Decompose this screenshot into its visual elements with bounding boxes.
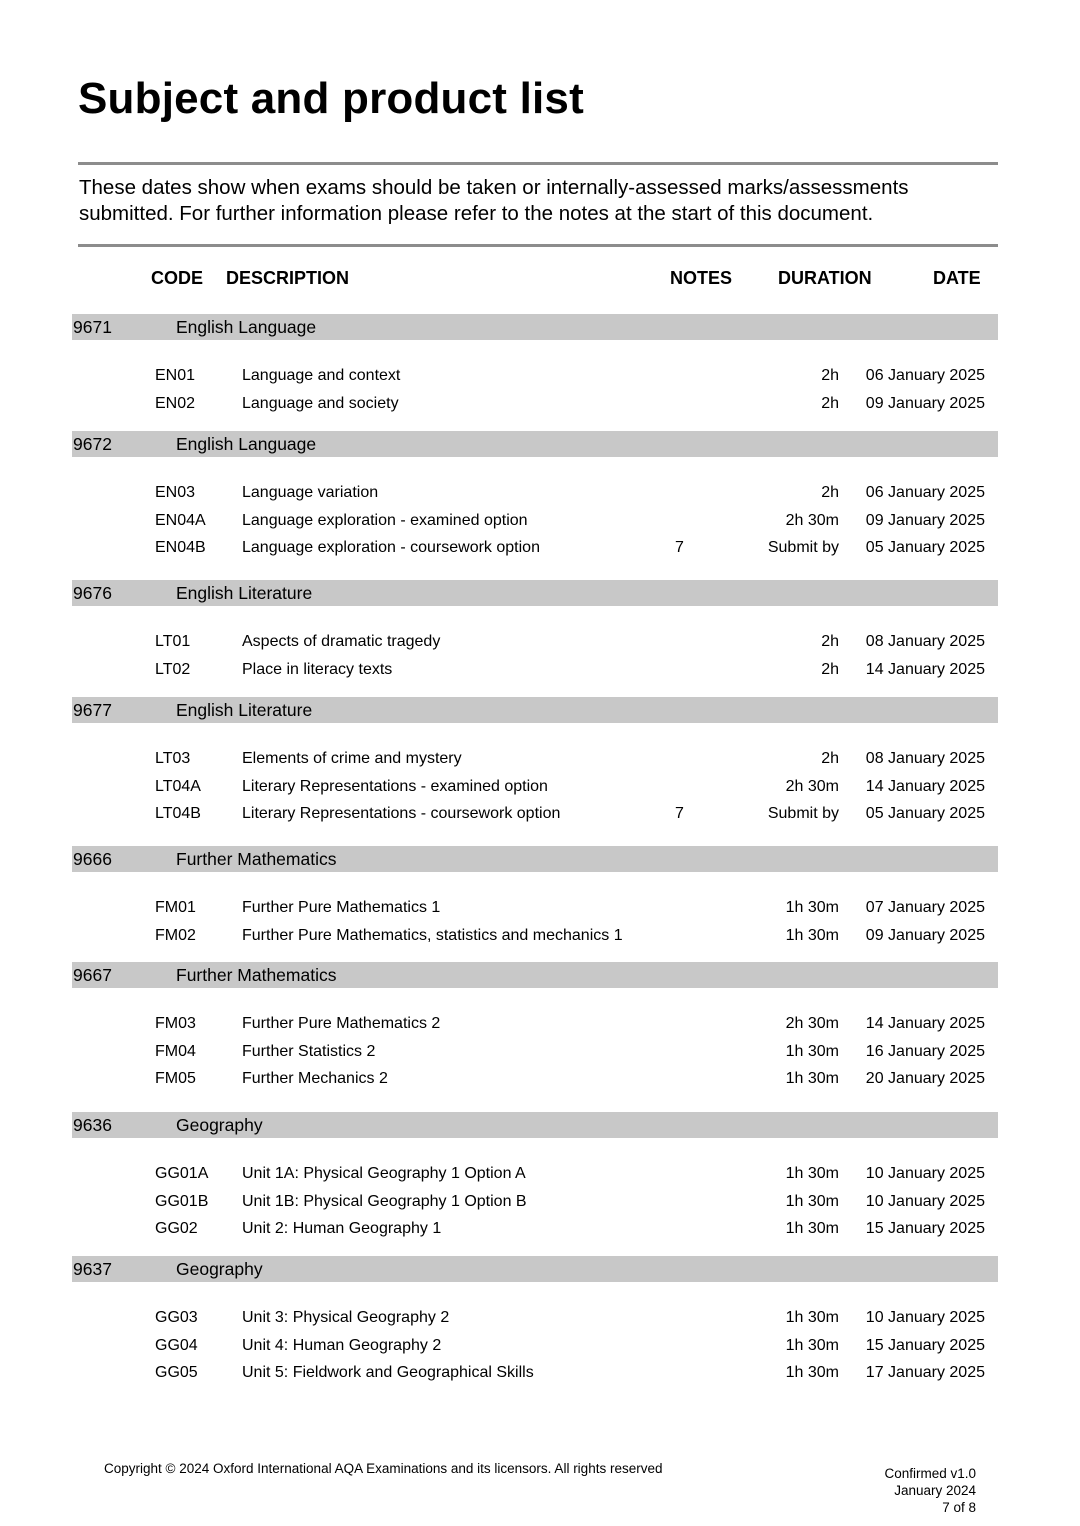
intro-text [79, 175, 999, 227]
table-row [0, 1364, 1080, 1386]
subject-name: Geography [176, 1115, 263, 1135]
subject-group-header [72, 697, 998, 723]
subject-name: Geography [176, 1259, 263, 1279]
subject-group-header [72, 580, 998, 606]
table-row [0, 512, 1080, 534]
subject-code: 9677 [73, 700, 112, 720]
component-description: Language exploration - examined option [242, 511, 528, 529]
component-description: Language variation [242, 484, 379, 501]
component-description: Unit 1B: Physical Geography 1 Option B [242, 1192, 527, 1210]
component-code: EN04A [155, 511, 206, 529]
component-date: 06 January 2025 [865, 484, 985, 501]
table-row [0, 927, 1080, 949]
subject-group-header [72, 1112, 998, 1138]
component-code: FM05 [155, 1070, 196, 1087]
component-duration: 2h [821, 633, 839, 650]
subject-name: Further Mathematics [176, 849, 337, 869]
table-row [0, 1220, 1080, 1242]
component-code: FM04 [155, 1042, 196, 1060]
component-date: 10 January 2025 [865, 1165, 985, 1182]
component-code: LT04B [155, 805, 201, 822]
component-date: 20 January 2025 [865, 1070, 985, 1087]
component-duration: Submit by [767, 805, 839, 822]
component-date: 17 January 2025 [865, 1364, 985, 1381]
copyright-notice: Copyright © 2024 Oxford International AQA Examinations and its licensors. All rights reserved [104, 1461, 663, 1476]
subject-code: 9671 [73, 317, 112, 337]
component-code: GG05 [155, 1364, 198, 1381]
subject-code: 9667 [73, 965, 112, 985]
component-date: 05 January 2025 [865, 805, 985, 822]
header-code: CODE [151, 268, 204, 288]
component-code: LT03 [155, 750, 191, 767]
table-row [0, 1337, 1080, 1359]
component-date: 07 January 2025 [865, 899, 985, 916]
component-duration: 1h 30m [785, 1042, 839, 1060]
component-duration: 1h 30m [785, 1192, 839, 1210]
subject-group-header [72, 431, 998, 457]
component-description: Aspects of dramatic tragedy [242, 633, 441, 650]
document-status [884, 1465, 976, 1516]
component-description: Place in literacy texts [242, 660, 393, 678]
component-duration: 1h 30m [785, 1336, 839, 1354]
component-duration: 1h 30m [785, 899, 839, 916]
component-code: GG02 [155, 1220, 198, 1237]
version-date: January 2024 [894, 1483, 976, 1498]
bottom-divider [78, 244, 998, 247]
component-duration: 2h [821, 394, 839, 412]
component-date: 05 January 2025 [865, 539, 985, 556]
component-description: Elements of crime and mystery [242, 750, 462, 767]
component-duration: 1h 30m [785, 1364, 839, 1381]
component-duration: 2h 30m [785, 511, 839, 529]
component-duration: 2h 30m [785, 1015, 839, 1032]
header-duration: DURATION [778, 268, 872, 288]
component-code: FM03 [155, 1015, 196, 1032]
component-description: Literary Representations - examined option [242, 777, 548, 795]
intro-line-2: submitted. For further information please refer to the notes at the start of this document. [79, 202, 874, 225]
component-description: Further Mechanics 2 [242, 1070, 388, 1087]
subject-code: 9637 [73, 1259, 112, 1279]
table-row [0, 1193, 1080, 1215]
table-row [0, 1165, 1080, 1187]
subject-group-header [72, 314, 998, 340]
component-date: 08 January 2025 [865, 633, 985, 650]
component-date: 15 January 2025 [865, 1336, 985, 1354]
component-date: 14 January 2025 [865, 660, 985, 678]
component-description: Unit 3: Physical Geography 2 [242, 1309, 450, 1326]
component-duration: 1h 30m [785, 1220, 839, 1237]
component-description: Further Pure Mathematics, statistics and mechanics 1 [242, 926, 623, 944]
version-label: Confirmed v1.0 [884, 1466, 976, 1481]
component-code: LT01 [155, 633, 191, 650]
component-description: Further Pure Mathematics 1 [242, 899, 441, 916]
component-date: 09 January 2025 [865, 394, 985, 412]
component-code: GG03 [155, 1309, 198, 1326]
component-description: Further Statistics 2 [242, 1042, 376, 1060]
page-title: Subject and product list [78, 74, 584, 123]
subject-code: 9636 [73, 1115, 112, 1135]
component-date: 08 January 2025 [865, 750, 985, 767]
table-row [0, 1070, 1080, 1092]
table-row [0, 778, 1080, 800]
table-row [0, 484, 1080, 506]
component-duration: 1h 30m [785, 1070, 839, 1087]
component-duration: 1h 30m [785, 926, 839, 944]
header-description: DESCRIPTION [226, 268, 350, 288]
table-row [0, 750, 1080, 772]
subject-code: 9666 [73, 849, 112, 869]
component-description: Language and context [242, 367, 401, 384]
intro-line-1: These dates show when exams should be taken or internally-assessed marks/assessments [79, 176, 909, 199]
component-code: FM01 [155, 899, 196, 916]
component-duration: 2h [821, 750, 839, 767]
subject-code: 9676 [73, 583, 112, 603]
component-code: GG01A [155, 1165, 209, 1182]
subject-name: Further Mathematics [176, 965, 337, 985]
component-code: EN03 [155, 484, 196, 501]
table-row [0, 367, 1080, 389]
component-duration: Submit by [767, 539, 839, 556]
component-date: 10 January 2025 [865, 1192, 985, 1210]
component-code: FM02 [155, 926, 196, 944]
component-description: Unit 1A: Physical Geography 1 Option A [242, 1165, 526, 1182]
subject-name: English Language [176, 317, 317, 337]
subject-code: 9672 [73, 434, 112, 454]
top-divider [78, 162, 998, 165]
component-date: 16 January 2025 [865, 1042, 985, 1060]
table-row [0, 395, 1080, 417]
component-duration: 1h 30m [785, 1165, 839, 1182]
component-date: 14 January 2025 [865, 777, 985, 795]
table-row [0, 899, 1080, 921]
component-description: Literary Representations - coursework option [242, 805, 561, 822]
subject-group-header [72, 1256, 998, 1282]
component-code: LT04A [155, 777, 201, 795]
component-code: EN02 [155, 394, 196, 412]
component-date: 06 January 2025 [865, 367, 985, 384]
subject-group-header [72, 962, 998, 988]
component-code: EN04B [155, 539, 206, 556]
header-notes: NOTES [670, 268, 733, 288]
header-date: DATE [933, 268, 981, 288]
component-description: Unit 5: Fieldwork and Geographical Skills [242, 1364, 534, 1381]
table-row [0, 661, 1080, 683]
table-row [0, 805, 1080, 827]
component-date: 10 January 2025 [865, 1309, 985, 1326]
component-duration: 2h 30m [785, 777, 839, 795]
table-row [0, 539, 1080, 561]
component-date: 09 January 2025 [865, 926, 985, 944]
table-row [0, 1015, 1080, 1037]
component-code: GG04 [155, 1336, 198, 1354]
table-row [0, 633, 1080, 655]
subject-name: English Literature [176, 583, 313, 603]
component-duration: 1h 30m [785, 1309, 839, 1326]
component-code: EN01 [155, 367, 196, 384]
component-description: Unit 4: Human Geography 2 [242, 1336, 442, 1354]
component-description: Language and society [242, 394, 399, 412]
subject-name: English Language [176, 434, 317, 454]
component-date: 09 January 2025 [865, 511, 985, 529]
table-row [0, 1309, 1080, 1331]
subject-group-header [72, 846, 998, 872]
component-date: 14 January 2025 [865, 1015, 985, 1032]
component-date: 15 January 2025 [865, 1220, 985, 1237]
component-code: LT02 [155, 660, 191, 678]
page-number: 7 of 8 [942, 1500, 976, 1515]
component-description: Unit 2: Human Geography 1 [242, 1220, 442, 1237]
component-note: 7 [675, 539, 684, 556]
component-duration: 2h [821, 660, 839, 678]
component-duration: 2h [821, 484, 839, 501]
component-duration: 2h [821, 367, 839, 384]
component-description: Further Pure Mathematics 2 [242, 1015, 441, 1032]
component-note: 7 [675, 805, 684, 822]
component-code: GG01B [155, 1192, 209, 1210]
subject-name: English Literature [176, 700, 313, 720]
table-row [0, 1043, 1080, 1065]
component-description: Language exploration - coursework option [242, 539, 540, 556]
